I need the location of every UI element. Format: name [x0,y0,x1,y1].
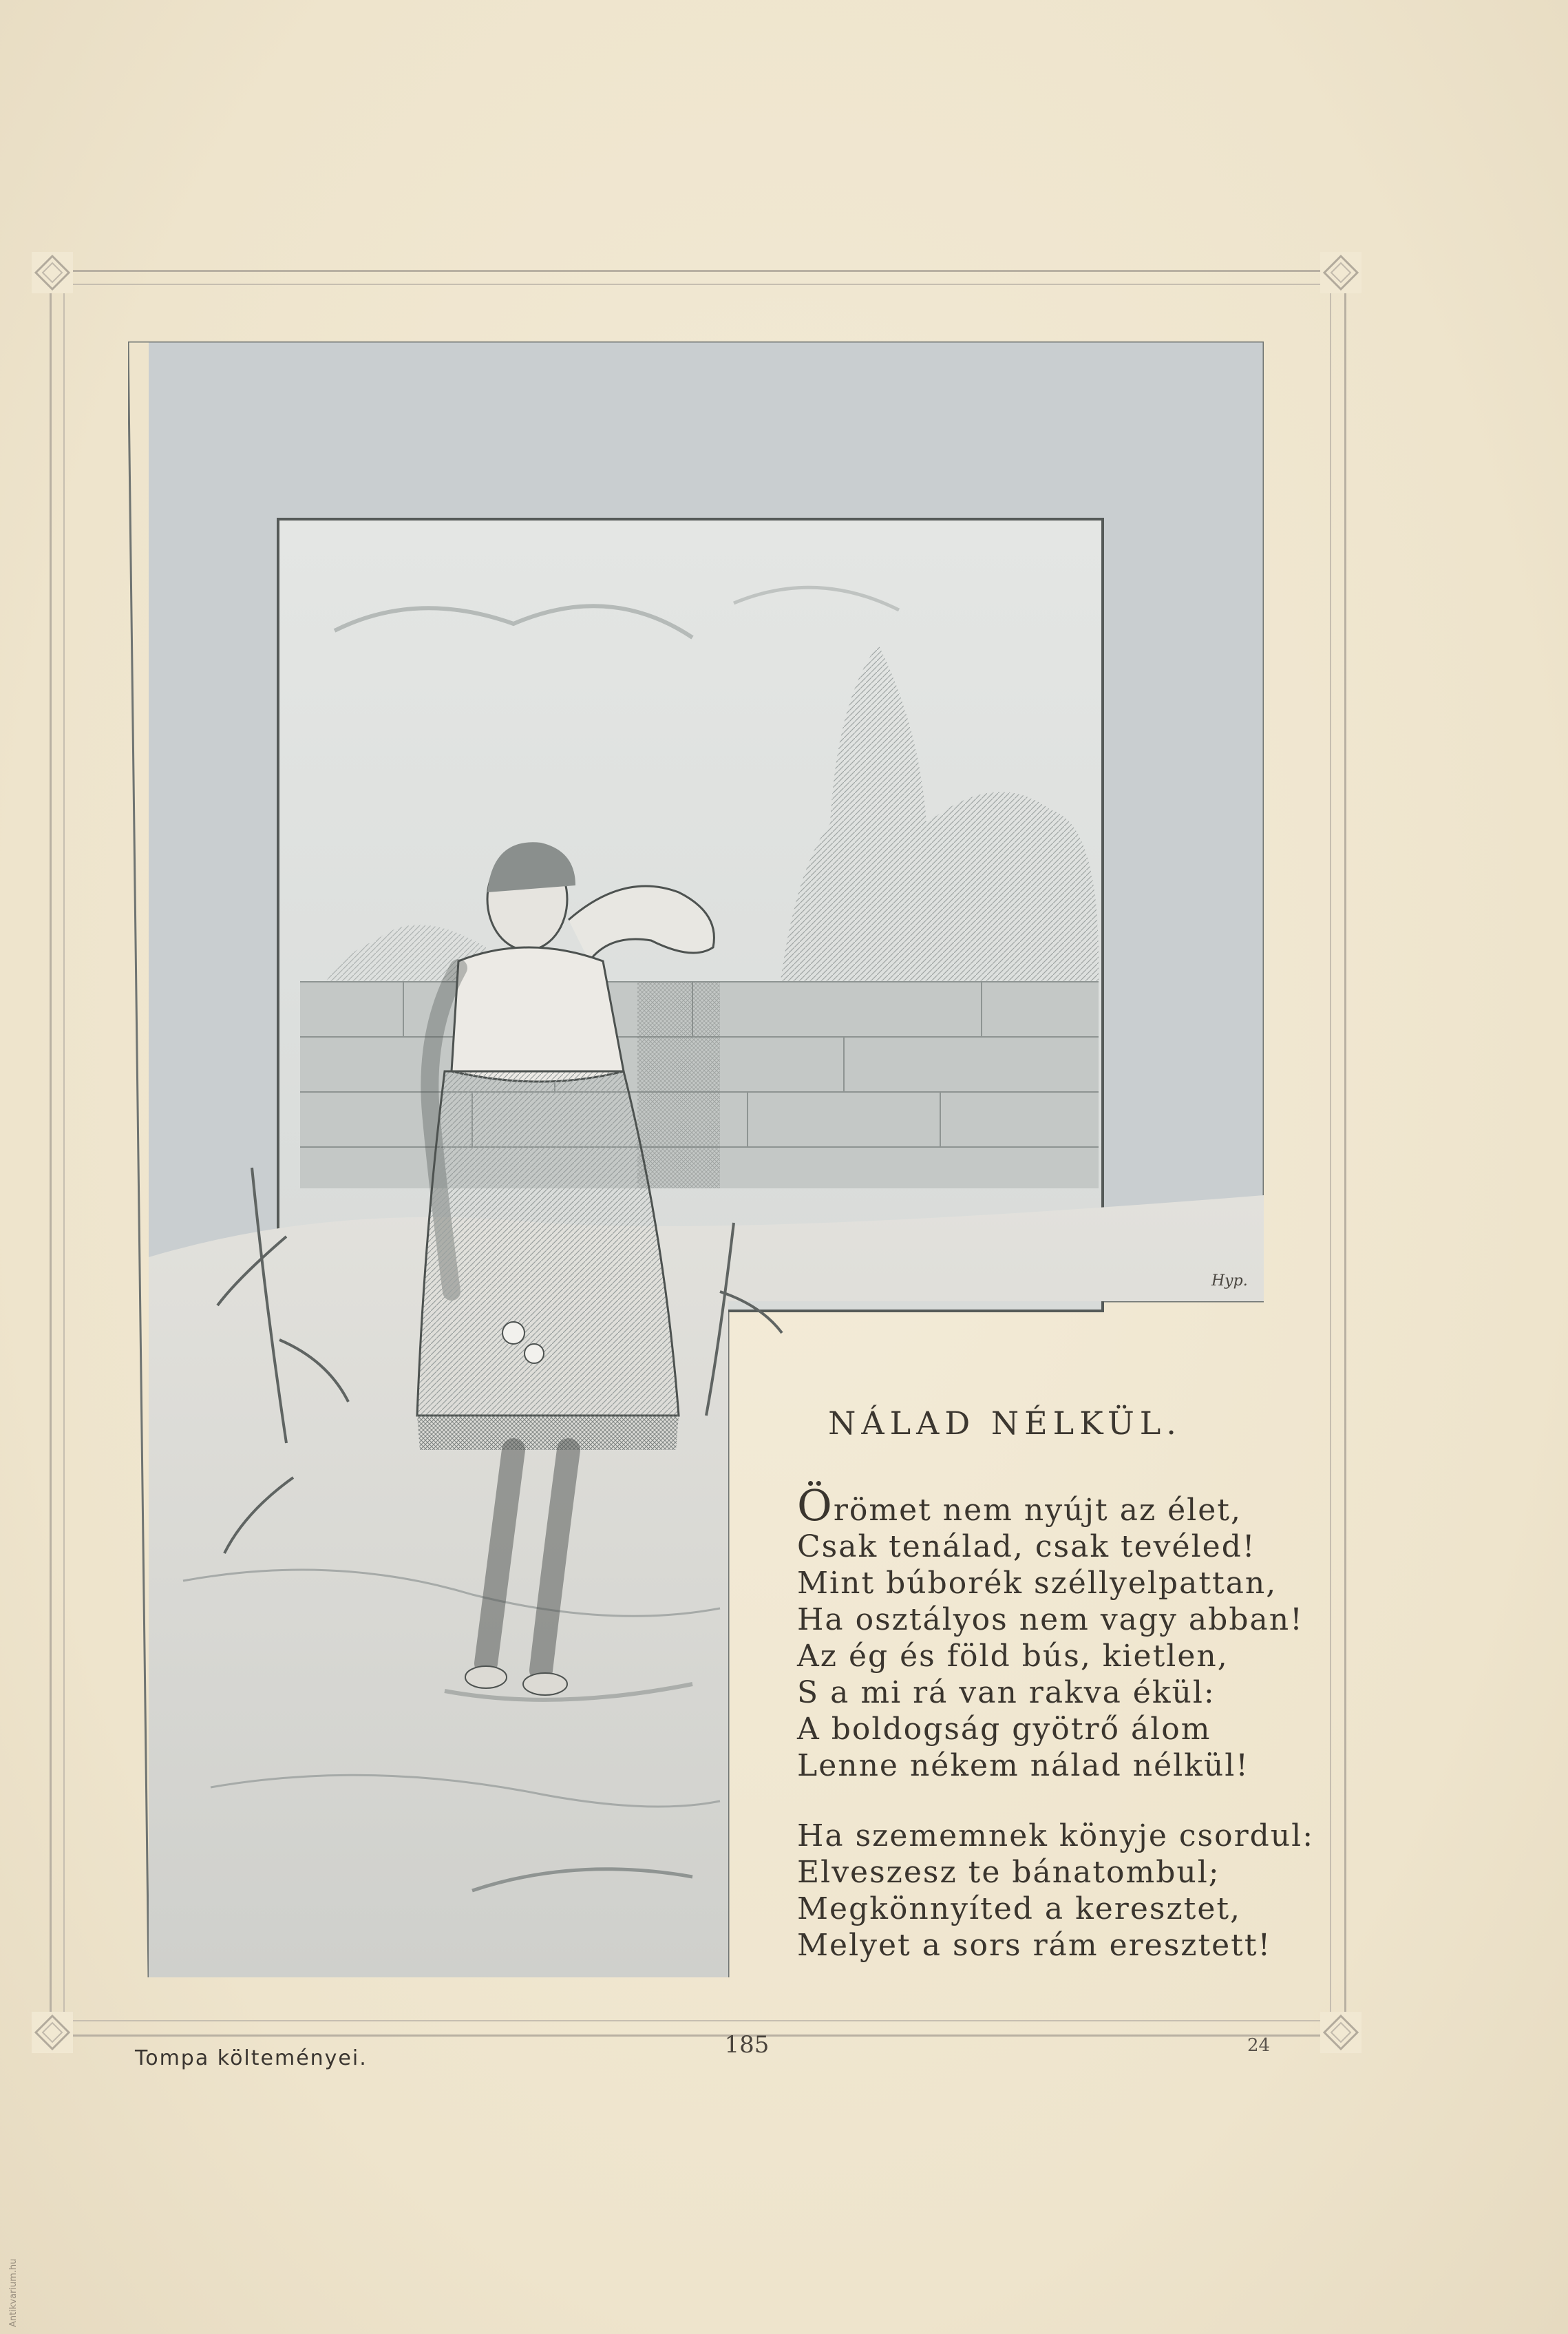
artist-signature: Hyp. [1211,1272,1248,1290]
book-title-footer: Tompa költeményei. [135,2046,368,2070]
poem-line: Csak tenálad, csak tevéled! [797,1529,1256,1564]
poem-line: Melyet a sors rám eresztett! [797,1928,1272,1963]
page-number: 185 [724,2031,770,2059]
poem-stanza-2 [797,1818,1315,1964]
watermark [3,2169,30,2334]
frame-corner-ornament-top-right [1320,252,1362,293]
poem-line: Mint búborék széllyelpattan, [797,1566,1278,1601]
frame-corner-ornament-bottom-left [32,2012,73,2053]
poem-line: Az ég és föld bús, kietlen, [797,1639,1229,1674]
poem-line: Elveszesz te bánatombul; [797,1855,1220,1890]
drop-cap: Ö [797,1480,834,1531]
poem-line: Örömet nem nyújt az élet, [797,1480,1242,1531]
poem-line: Lenne nékem nálad nélkül! [797,1748,1249,1783]
poem-title: NÁLAD NÉLKÜL. [828,1405,1182,1442]
poem-line: Ha szememnek könyje csordul: [797,1818,1315,1853]
poem-line: A boldogság gyötrő álom [797,1712,1211,1747]
poem-line: Megkönnyíted a keresztet, [797,1891,1242,1926]
watermark-text: Antikvarium.hu [8,2258,19,2327]
poem-stanza-1 [797,1480,1304,1784]
printer-signature-mark: 24 [1247,2035,1271,2056]
poem-line: Ha osztályos nem vagy abban! [797,1602,1304,1637]
poem-line: S a mi rá van rakva ékül: [797,1675,1216,1710]
frame-corner-ornament-top-left [32,252,73,293]
frame-corner-ornament-bottom-right [1320,2012,1362,2053]
